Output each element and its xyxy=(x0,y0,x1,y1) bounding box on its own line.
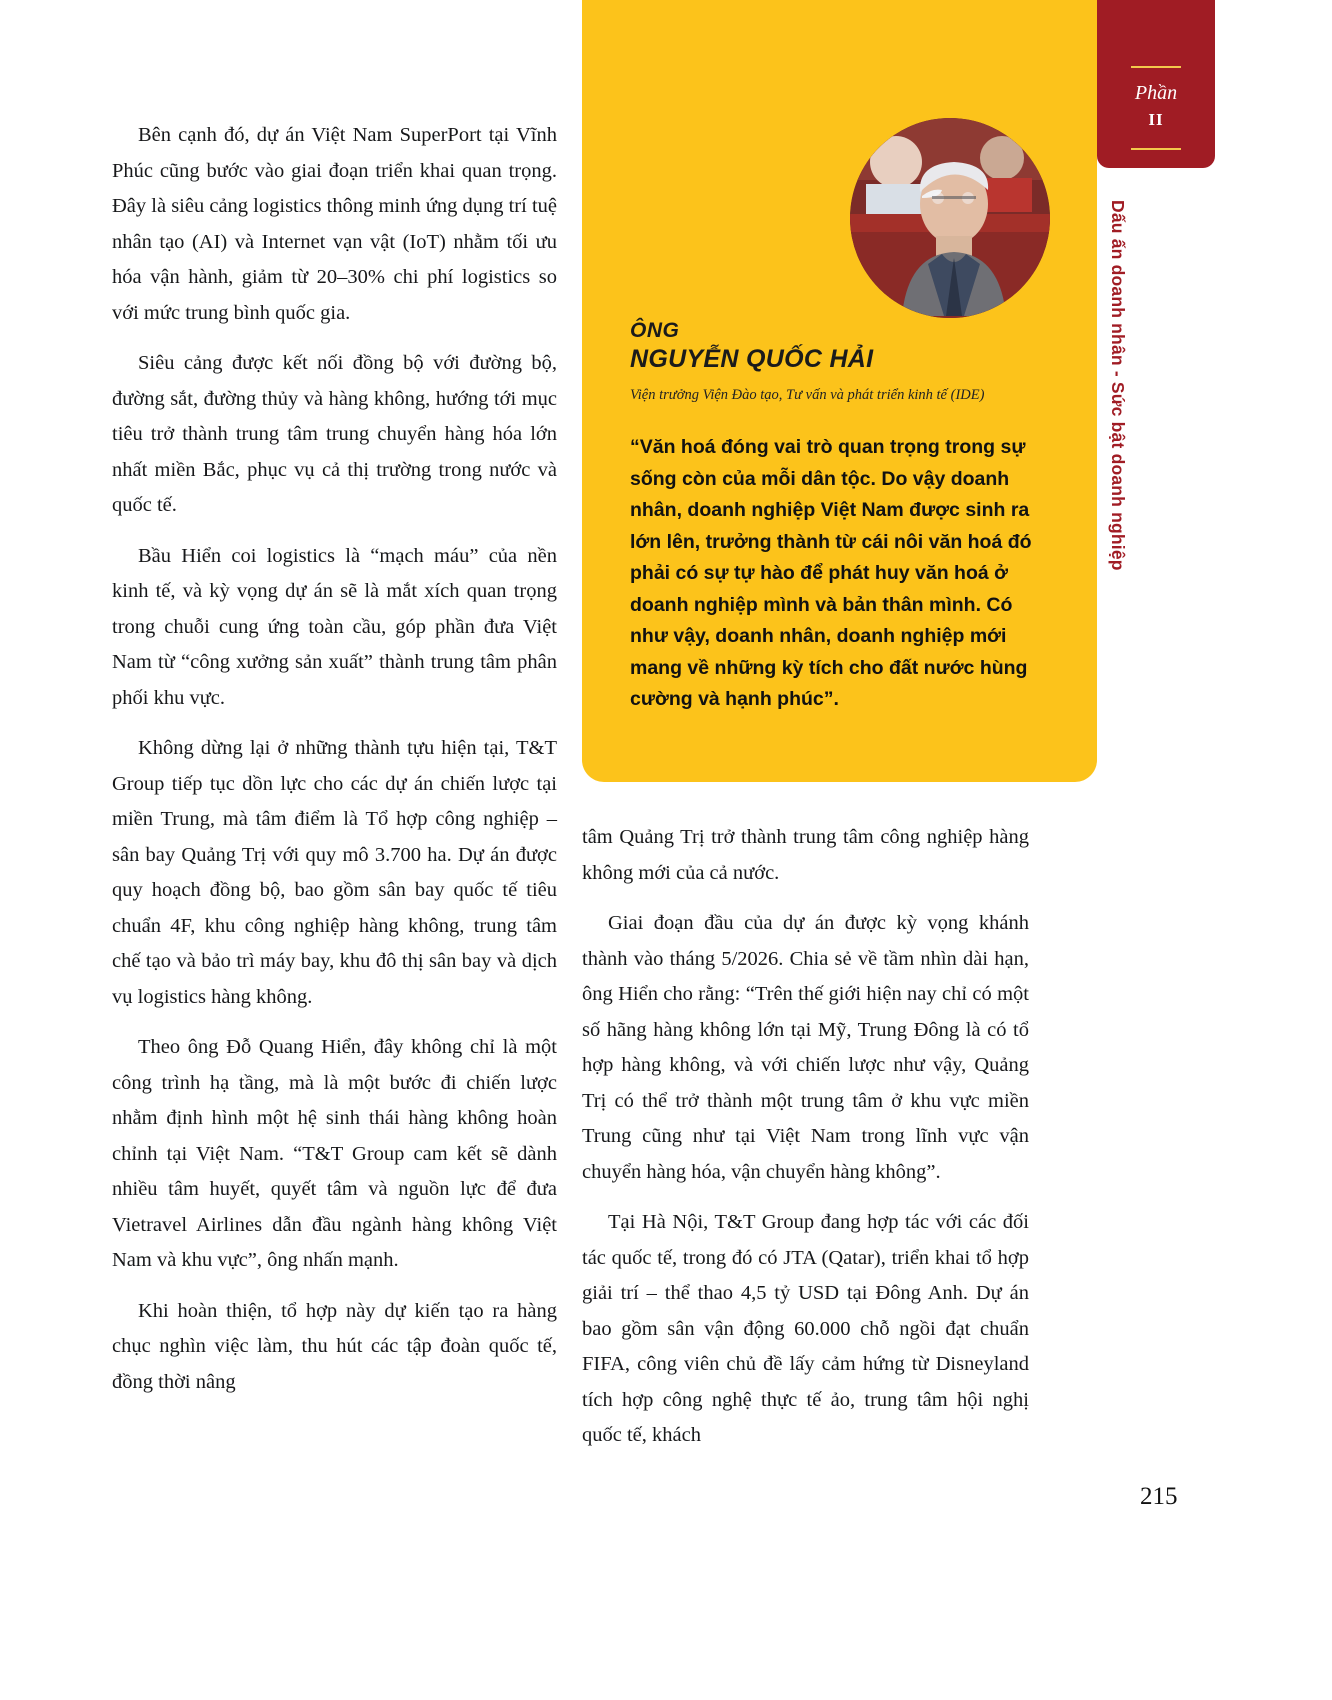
paragraph: Bên cạnh đó, dự án Việt Nam SuperPort tại Vĩnh Phúc cũng bước vào giai đoạn triển khai quan trọng. Đây là siêu cảng logistics thông minh ứng dụng trí tuệ nhân tạo (AI) và Internet vạn vật (IoT) nhằm tối ưu hóa vận hành, giảm từ 20–30% chi phí logistics so với mức trung bình quốc gia. xyxy=(112,124,557,324)
paragraph: tâm Quảng Trị trở thành trung tâm công nghiệp hàng không mới của cả nước. xyxy=(582,826,1029,884)
paragraph: Bầu Hiển coi logistics là “mạch máu” của nền kinh tế, và kỳ vọng dự án sẽ là mắt xích quan trọng trong chuỗi cung ứng toàn cầu, góp phần đưa Việt Nam từ “công xưởng sản xuất” thành trung tâm phân phối khu vực. xyxy=(112,544,557,709)
tab-part-number: II xyxy=(1148,110,1164,129)
speaker-name: NGUYỄN QUỐC HẢI xyxy=(630,345,874,373)
right-text-column xyxy=(582,820,1029,1454)
paragraph: Theo ông Đỗ Quang Hiển, đây không chỉ là một công trình hạ tầng, mà là một bước đi chiến lược nhằm định hình một hệ sinh thái hàng không hoàn chỉnh tại Việt Nam. “T&T Group cam kết sẽ dành nhiều tâm huyết, quyết tâm và nguồn lực để đưa Vietravel Airlines dẫn đầu ngành hàng không Việt Nam và khu vực”, ông nhấn mạnh. xyxy=(112,1036,557,1271)
page-number: 215 xyxy=(1140,1483,1178,1510)
running-section-title: Dấu ấn doanh nhân - Sức bật doanh nghiệp xyxy=(1108,200,1128,571)
tab-part-word: Phần xyxy=(1134,82,1178,104)
speaker-identity xyxy=(630,318,1060,405)
tab-rule-bottom xyxy=(1131,148,1181,150)
pull-quote-card xyxy=(582,0,1097,782)
paragraph: Khi hoàn thiện, tổ hợp này dự kiến tạo ra hàng chục nghìn việc làm, thu hút các tập đoàn quốc tế, đồng thời nâng xyxy=(112,1299,557,1393)
speaker-title: Viện trưởng Viện Đào tạo, Tư vấn và phát triển kinh tế (IDE) xyxy=(630,387,985,403)
speaker-honorific: ÔNG xyxy=(630,319,680,342)
avatar xyxy=(850,118,1050,318)
paragraph: Siêu cảng được kết nối đồng bộ với đường bộ, đường sắt, đường thủy và hàng không, hướng tới mục tiêu trở thành trung tâm trung chuyển hàng hóa lớn nhất miền Bắc, phục vụ cả thị trường trong nước và quốc tế. xyxy=(112,352,557,516)
paragraph: Giai đoạn đầu của dự án được kỳ vọng khánh thành vào tháng 5/2026. Chia sẻ về tầm nhìn dài hạn, ông Hiển cho rằng: “Trên thế giới hiện nay chỉ có một số hãng hàng không lớn tại Mỹ, Trung Đông là có tổ hợp hàng không, và với chiến lược như vậy, Quảng Trị có thể trở thành một trung tâm ở khu vực miền Trung cũng như tại Việt Nam trong lĩnh vực vận chuyển hàng hóa, vận chuyển hàng không”. xyxy=(582,912,1029,1183)
quote-text: “Văn hoá đóng vai trò quan trọng trong sự sống còn của mỗi dân tộc. Do vậy doanh nhân, doanh nghiệp Việt Nam được sinh ra lớn lên, trưởng thành từ cái nôi văn hoá đó phải có sự tự hào để phát huy văn hoá ở doanh nghiệp mình và bản thân mình. Có như vậy, doanh nhân, doanh nghiệp mới mang về những kỳ tích cho đất nước hùng cường và hạnh phúc”. xyxy=(630,436,1032,710)
tab-rule-top xyxy=(1131,66,1181,68)
paragraph: Không dừng lại ở những thành tựu hiện tại, T&T Group tiếp tục dồn lực cho các dự án chiến lược tại miền Trung, mà tâm điểm là Tổ hợp công nghiệp – sân bay Quảng Trị với quy mô 3.700 ha. Dự án được quy hoạch đồng bộ, bao gồm sân bay quốc tế tiêu chuẩn 4F, khu công nghiệp hàng không, trung tâm chế tạo và bảo trì máy bay, khu đô thị sân bay và dịch vụ logistics hàng không. xyxy=(112,737,557,1008)
section-tab xyxy=(1097,0,1215,168)
left-text-column xyxy=(112,118,557,1400)
paragraph: Tại Hà Nội, T&T Group đang hợp tác với các đối tác quốc tế, trong đó có JTA (Qatar), triển khai tổ hợp giải trí – thể thao 4,5 tỷ USD tại Đông Anh. Dự án bao gồm sân vận động 60.000 chỗ ngồi đạt chuẩn FIFA, công viên chủ đề lấy cảm hứng từ Disneyland tích hợp công nghệ thực tế ảo, trung tâm hội nghị quốc tế, khách xyxy=(582,1211,1029,1446)
